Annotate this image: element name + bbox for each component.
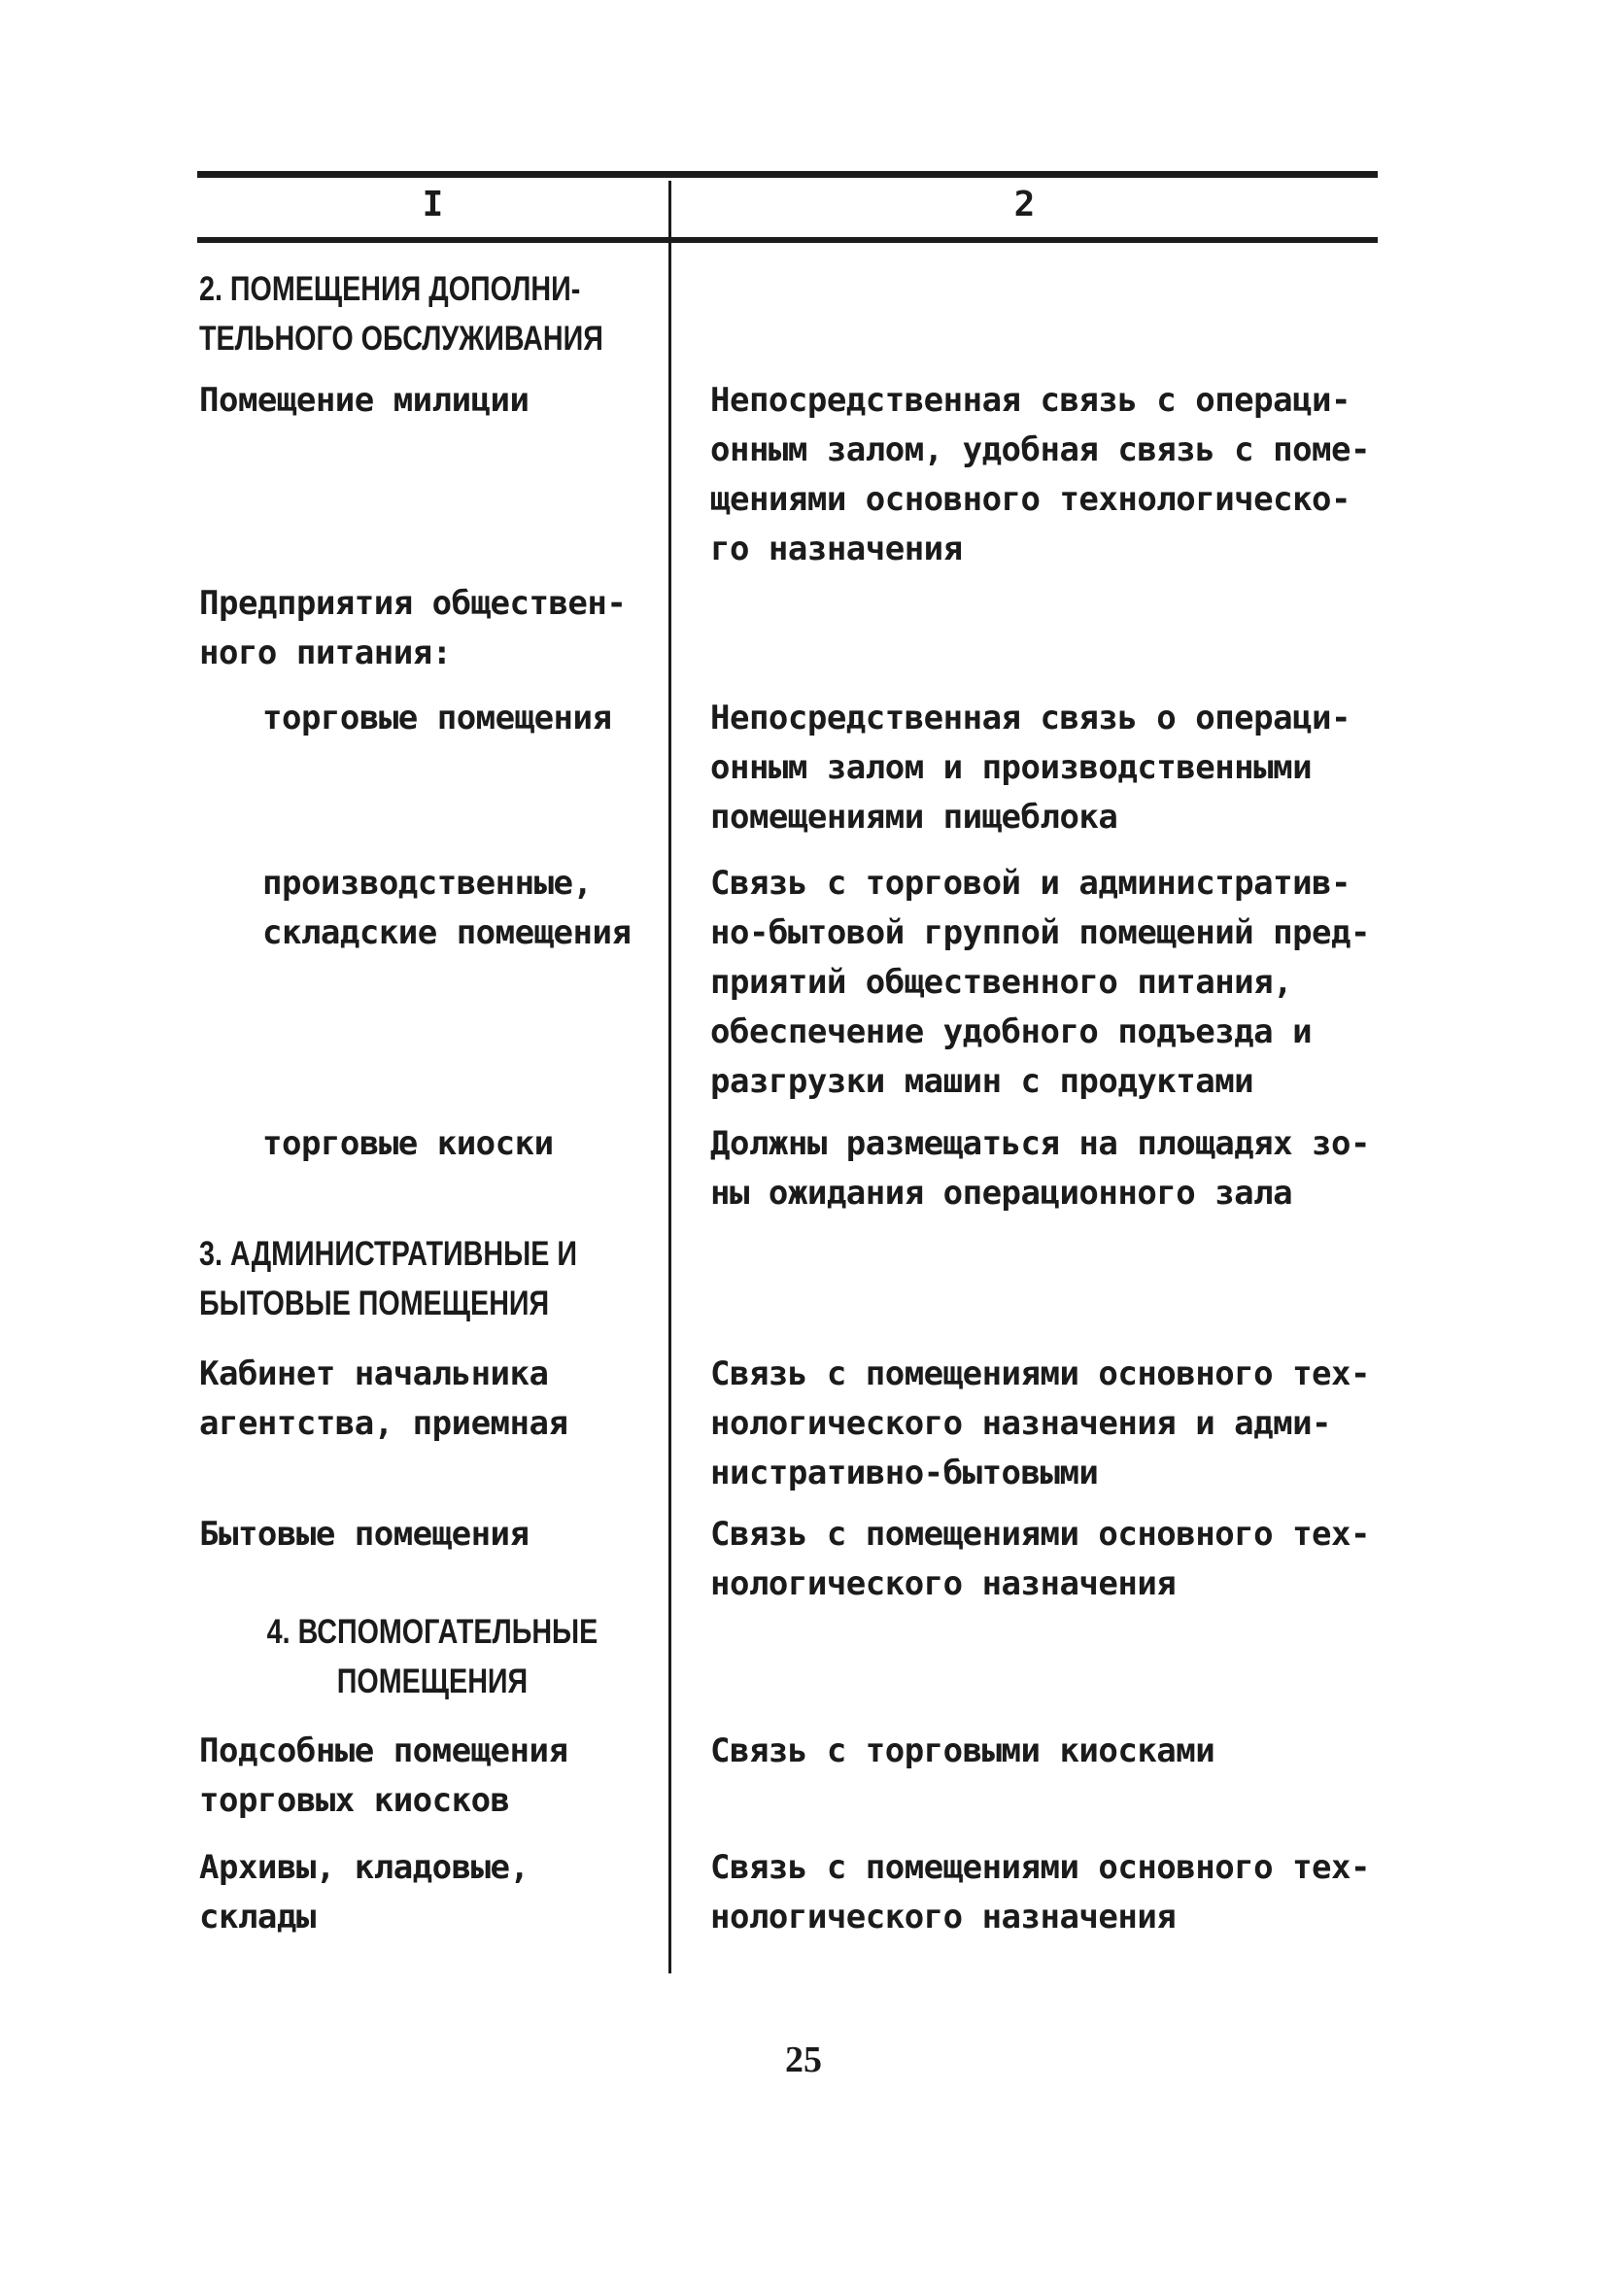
page-number: 25	[785, 2039, 822, 2080]
row-requirement-archives: Связь с помещениями основного тех- нологического назначения	[710, 1848, 1370, 1936]
row-name-head-office: Кабинет начальника агентства, приемная	[199, 1354, 568, 1443]
section-heading-3: 3. АДМИНИСТРАТИВНЫЕ И БЫТОВЫЕ ПОМЕЩЕНИЯ	[199, 1235, 577, 1322]
row-name-archives: Архивы, кладовые, склады	[199, 1848, 530, 1936]
row-requirement-kiosks: Должны размещаться на площадях зо- ны ожидания операционного зала	[710, 1124, 1370, 1213]
table-header-rule	[197, 237, 1378, 243]
row-name-amenity-rooms: Бытовые помещения	[199, 1515, 530, 1554]
column-header-2: 2	[1013, 185, 1036, 224]
section-heading-2: 2. ПОМЕЩЕНИЯ ДОПОЛНИ- ТЕЛЬНОГО ОБСЛУЖИВАНИЯ	[199, 270, 603, 358]
column-header-1: I	[422, 185, 444, 224]
row-requirement-kiosk-utility: Связь с торговыми киосками	[710, 1731, 1215, 1770]
row-name-sales-rooms: торговые помещения	[262, 699, 612, 737]
row-requirement-police: Непосредственная связь с операци- онным залом, удобная связь с поме- щениями основного технологическо- го назначения	[710, 381, 1370, 568]
row-name-police: Помещение милиции	[199, 381, 530, 420]
row-name-kiosks: торговые киоски	[262, 1124, 554, 1163]
table-top-rule	[197, 171, 1378, 178]
row-name-production-storage: производственные, складские помещения	[262, 864, 632, 952]
row-requirement-amenity-rooms: Связь с помещениями основного тех- нологического назначения	[710, 1515, 1370, 1603]
column-divider	[668, 181, 671, 1973]
row-name-catering: Предприятия обществен- ного питания:	[199, 584, 627, 672]
row-requirement-production-storage: Связь с торговой и административ- но-бытовой группой помещений пред- приятий общественного питания, обеспечение удобного подъезда и разгрузки машин с продуктами	[710, 864, 1370, 1101]
row-requirement-head-office: Связь с помещениями основного тех- нологического назначения и адми- нистративно-бытовыми	[710, 1354, 1370, 1492]
row-requirement-sales-rooms: Непосредственная связь о операци- онным залом и производственными помещениями пищеблока	[710, 699, 1351, 837]
section-heading-4: 4. ВСПОМОГАТЕЛЬНЫЕ ПОМЕЩЕНИЯ	[266, 1613, 598, 1700]
row-name-kiosk-utility: Подсобные помещения торговых киосков	[199, 1731, 568, 1820]
